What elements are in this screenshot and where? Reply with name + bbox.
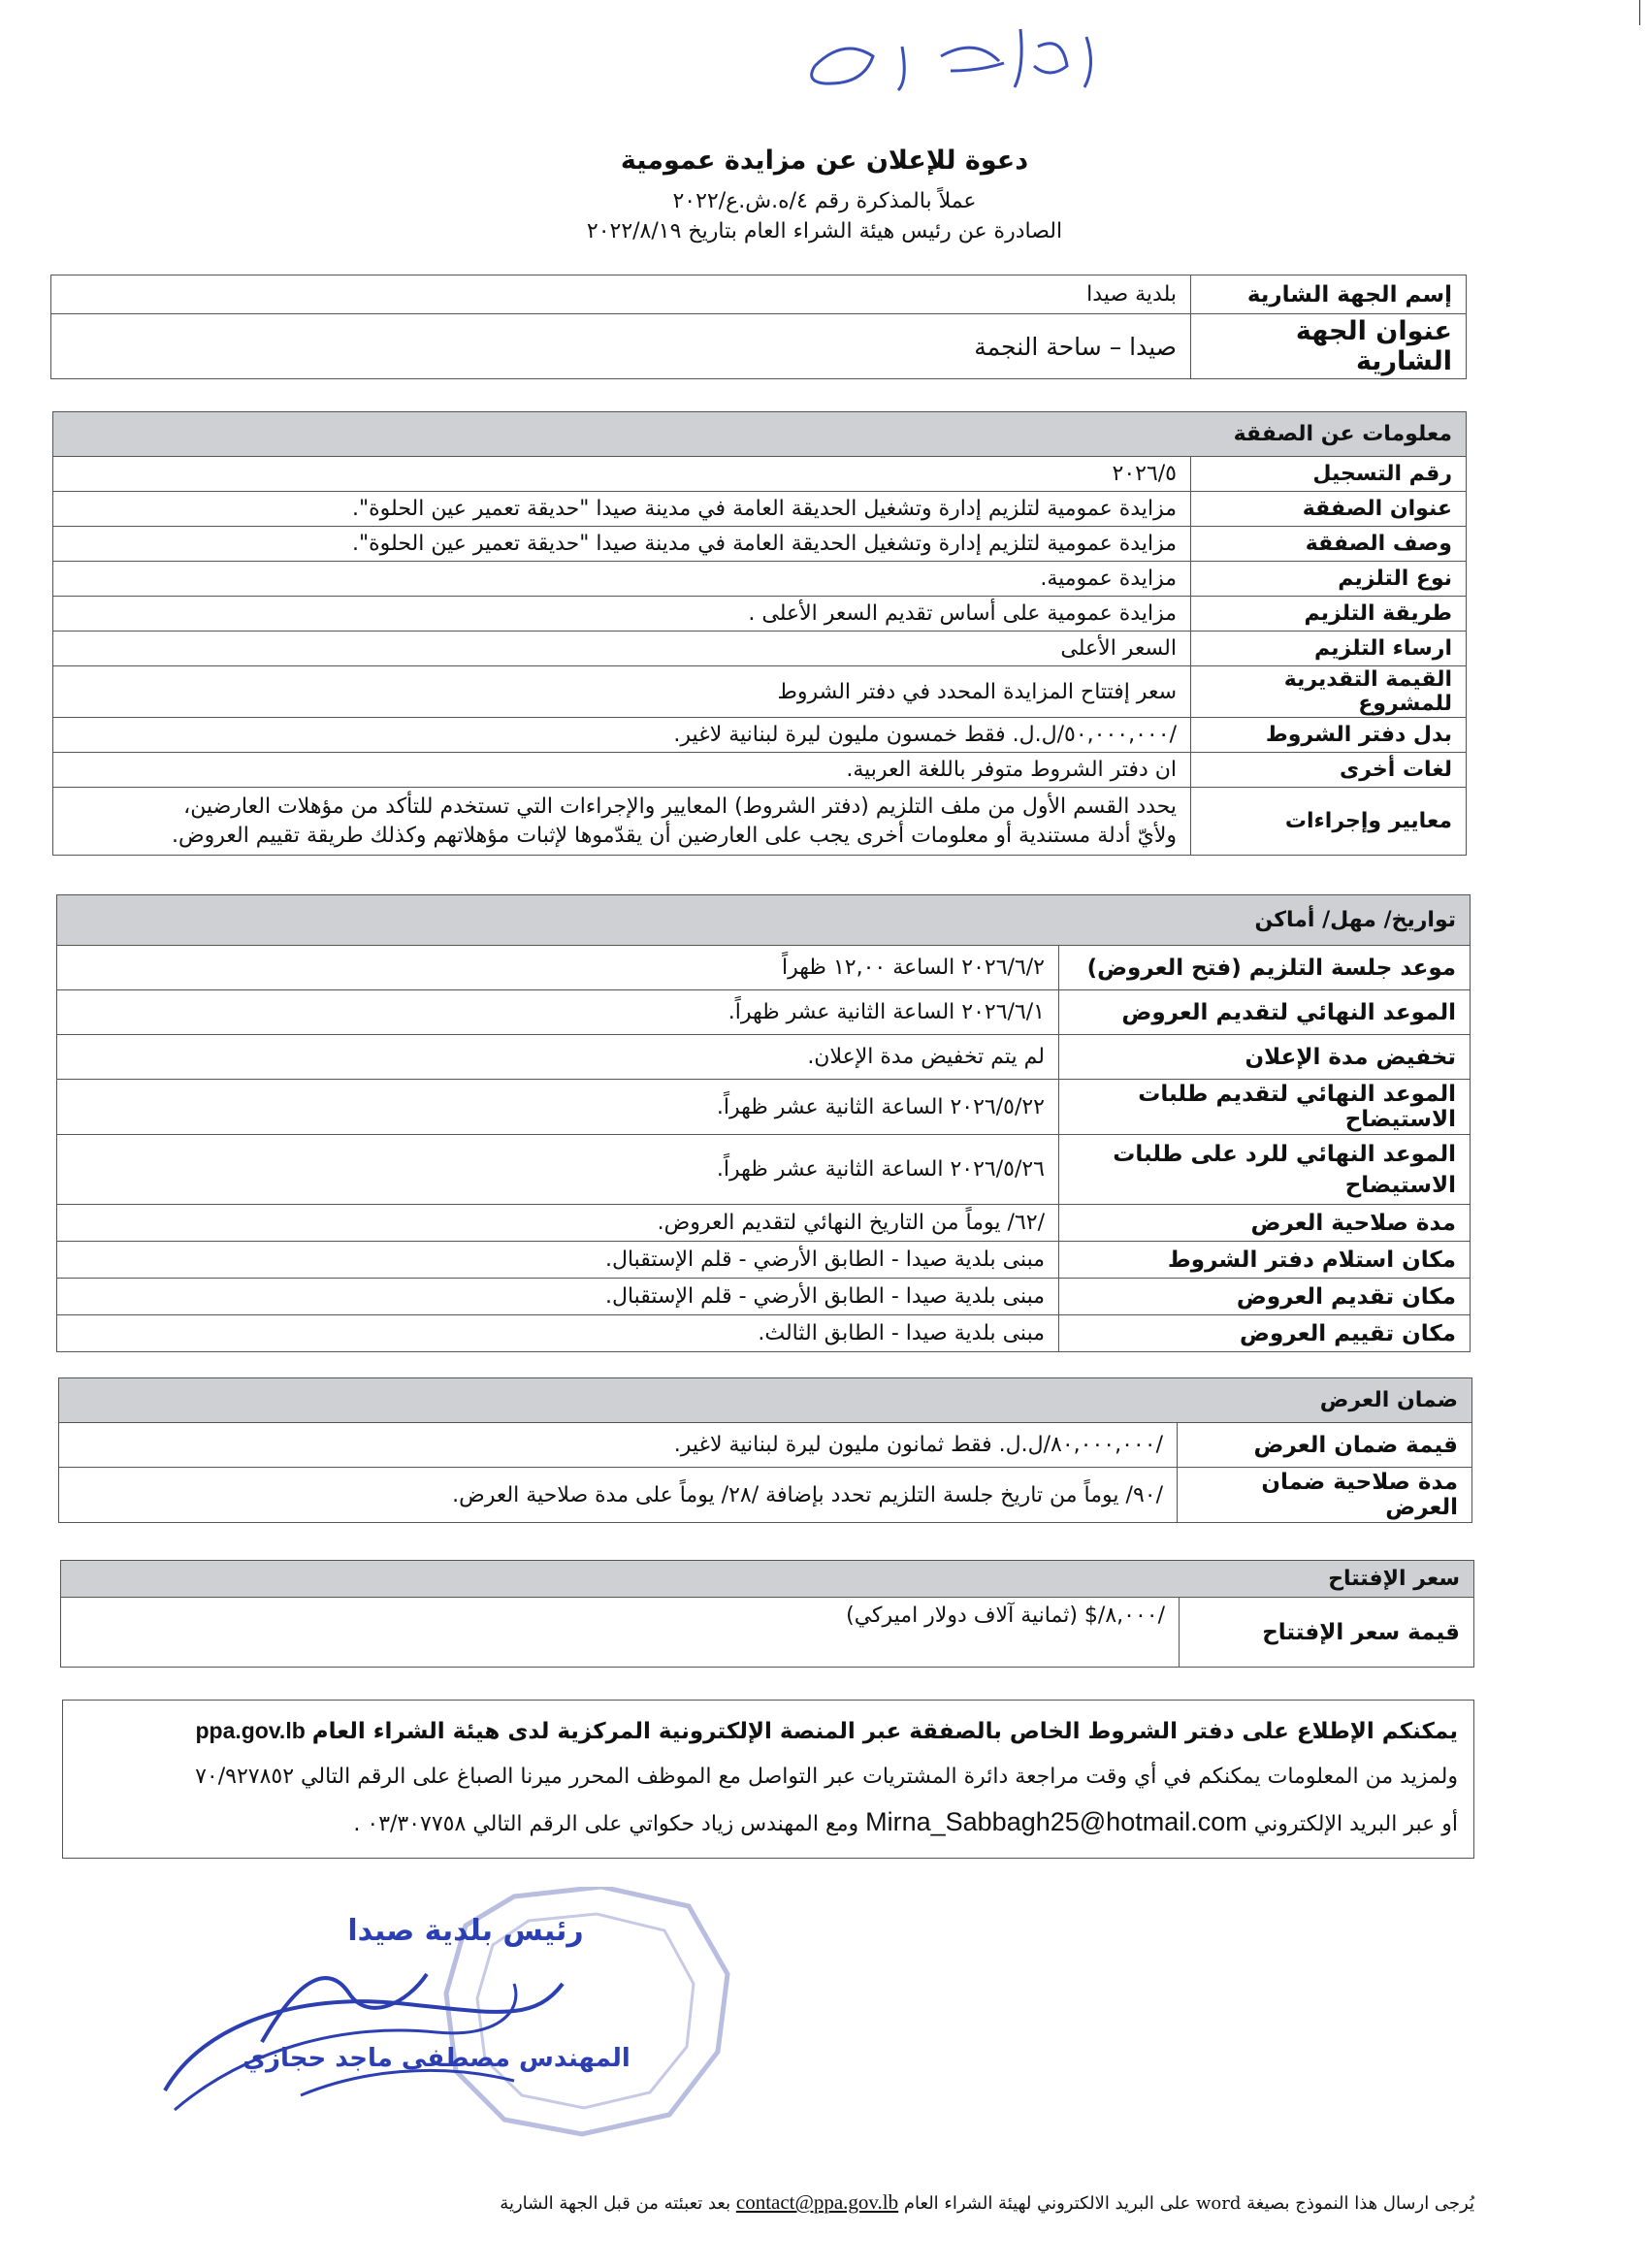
entity-name-label: إسم الجهة الشارية: [1191, 275, 1467, 314]
signature-stamp: [146, 1887, 747, 2139]
section-header: [57, 895, 1471, 946]
table-row: [57, 946, 1471, 990]
info-line-3: [79, 1799, 1458, 1847]
footer-post: بعد تعبئته من قبل الجهة الشارية: [500, 2193, 731, 2214]
section-header: [53, 412, 1467, 457]
row-label: قيمة ضمان العرض: [1178, 1423, 1472, 1468]
row-label: نوع التلزيم: [1191, 562, 1467, 597]
deal-section-title: معلومات عن الصفقة: [53, 412, 1467, 457]
row-label: مكان استلام دفتر الشروط: [1059, 1242, 1471, 1279]
table-row: [53, 666, 1467, 718]
row-label: القيمة التقديرية للمشروع: [1191, 666, 1467, 718]
row-value: /٨٠,٠٠٠,٠٠٠/ل.ل. فقط ثمانون مليون ليرة لبنانية لاغير.: [59, 1423, 1178, 1468]
row-value: ٢٠٢٦/٦/٢ الساعة ١٢,٠٠ ظهراً: [57, 946, 1059, 990]
table-row: [57, 1279, 1471, 1315]
table-row: [59, 1423, 1472, 1468]
opening-section-title: سعر الإفتتاح: [61, 1561, 1474, 1598]
row-label: طريقة التلزيم: [1191, 597, 1467, 632]
row-label: تخفيض مدة الإعلان: [1059, 1035, 1471, 1080]
label-line-2: الاستيضاح: [1344, 1172, 1456, 1198]
row-label: مكان تقديم العروض: [1059, 1279, 1471, 1315]
entity-name-value: بلدية صيدا: [51, 275, 1191, 314]
row-value: ٢٠٢٦/٥: [53, 457, 1191, 492]
row-value: مبنى بلدية صيدا - الطابق الثالث.: [57, 1315, 1059, 1352]
row-value: [53, 788, 1191, 856]
row-value: /٩٠/ يوماً من تاريخ جلسة التلزيم تحدد بإضافة /٢٨/ يوماً على مدة صلاحية العرض.: [59, 1468, 1178, 1523]
info-line-1: [79, 1708, 1458, 1755]
dates-section-title: تواريخ/ مهل/ أماكن: [57, 895, 1471, 946]
page-title: دعوة للإعلان عن مزايدة عمومية: [620, 146, 1029, 176]
row-label: قيمة سعر الإفتتاح: [1180, 1598, 1474, 1668]
row-label: رقم التسجيل: [1191, 457, 1467, 492]
deal-info-table: [52, 411, 1467, 856]
table-row: [53, 632, 1467, 666]
issuer-reference: الصادرة عن رئيس هيئة الشراء العام بتاريخ ٢٠٢٢/٨/١٩: [586, 219, 1063, 243]
row-label: الموعد النهائي لتقديم العروض: [1059, 990, 1471, 1035]
info-line-2: ولمزيد من المعلومات يمكنكم في أي وقت مراجعة دائرة المشتريات عبر التواصل مع الموظف المحرر ميرنا الصباغ على الرقم التالي ٧٠/٩٢٧٨٥٢: [195, 1765, 1458, 1789]
footer-pre: يُرجى ارسال هذا النموذج بصيغة word على البريد الالكتروني لهيئة الشراء العام: [903, 2193, 1474, 2214]
table-row: [57, 990, 1471, 1035]
info-line-1-text: يمكنكم الإطلاع على دفتر الشروط الخاص بالصفقة عبر المنصة الإلكترونية المركزية لدى هيئة الشراء العام: [311, 1719, 1458, 1744]
row-value: ٢٠٢٦/٦/١ الساعة الثانية عشر ظهراً.: [57, 990, 1059, 1035]
row-label: وصف الصفقة: [1191, 527, 1467, 562]
row-value: ان دفتر الشروط متوفر باللغة العربية.: [53, 753, 1191, 788]
row-value: لم يتم تخفيض مدة الإعلان.: [57, 1035, 1059, 1080]
row-label: موعد جلسة التلزيم (فتح العروض): [1059, 946, 1471, 990]
table-row: [57, 1315, 1471, 1352]
table-row: [53, 788, 1467, 856]
signature-title: رئيس بلدية صيدا: [347, 1914, 584, 1948]
criteria-line-2: ولأيّ أدلة مستندية أو معلومات أخرى يجب على العارضين أن يقدّموها لإثبات مؤهلاتهم وكذلك طريقة تقييم العروض.: [172, 823, 1177, 848]
entity-address-value: صيدا – ساحة النجمة: [51, 314, 1191, 379]
row-value: مزايدة عمومية.: [53, 562, 1191, 597]
row-value: ٢٠٢٦/٥/٢٢ الساعة الثانية عشر ظهراً.: [57, 1080, 1059, 1135]
footer-note: [0, 2190, 1474, 2215]
ppa-site-link[interactable]: ppa.gov.lb: [195, 1718, 306, 1743]
row-value: مزايدة عمومية على أساس تقديم السعر الأعلى .: [53, 597, 1191, 632]
row-label: بدل دفتر الشروط: [1191, 718, 1467, 753]
opening-price-table: [60, 1560, 1474, 1668]
info-line-3-pre: أو عبر البريد الإلكتروني: [1253, 1812, 1458, 1836]
table-row: [53, 562, 1467, 597]
table-row: [53, 753, 1467, 788]
contact-email-link[interactable]: Mirna_Sabbagh25@hotmail.com: [865, 1807, 1247, 1836]
row-value: سعر إفتتاح المزايدة المحدد في دفتر الشروط: [53, 666, 1191, 718]
table-row: [51, 275, 1467, 314]
table-row: [53, 457, 1467, 492]
table-row: [53, 492, 1467, 527]
row-value: /٨,٠٠٠/$ (ثمانية آلاف دولار اميركي): [61, 1598, 1180, 1668]
page-edge-mark: [1639, 0, 1640, 25]
entity-table: [50, 275, 1467, 379]
footer-email-link[interactable]: contact@ppa.gov.lb: [735, 2190, 899, 2214]
table-row: [57, 1035, 1471, 1080]
section-header: [61, 1561, 1474, 1598]
table-row: [57, 1080, 1471, 1135]
guarantee-section-title: ضمان العرض: [59, 1378, 1472, 1423]
row-label: مدة صلاحية العرض: [1059, 1205, 1471, 1242]
table-row: [57, 1135, 1471, 1205]
info-line-3-post: ومع المهندس زياد حكواتي على الرقم التالي ٠٣/٣٠٧٧٥٨ .: [353, 1812, 859, 1836]
contact-info-box: [62, 1700, 1474, 1859]
guarantee-table: [58, 1377, 1472, 1523]
section-header: [59, 1378, 1472, 1423]
row-value: مبنى بلدية صيدا - الطابق الأرضي - قلم الإستقبال.: [57, 1242, 1059, 1279]
row-label: الموعد النهائي لتقديم طلبات الاستيضاح: [1059, 1080, 1471, 1135]
table-row: [51, 314, 1467, 379]
table-row: [53, 597, 1467, 632]
row-value: ٢٠٢٦/٥/٢٦ الساعة الثانية عشر ظهراً.: [57, 1135, 1059, 1205]
row-value: مزايدة عمومية لتلزيم إدارة وتشغيل الحديقة العامة في مدينة صيدا "حديقة تعمير عين الحلوة".: [53, 492, 1191, 527]
entity-address-label: عنوان الجهة الشارية: [1191, 314, 1467, 379]
table-row: [57, 1205, 1471, 1242]
table-row: [53, 527, 1467, 562]
row-value: /٦٢/ يوماً من التاريخ النهائي لتقديم العروض.: [57, 1205, 1059, 1242]
row-label: معايير وإجراءات: [1191, 788, 1467, 856]
row-label: مدة صلاحية ضمان العرض: [1178, 1468, 1472, 1523]
row-value: مبنى بلدية صيدا - الطابق الأرضي - قلم الإستقبال.: [57, 1279, 1059, 1315]
criteria-line-1: يحدد القسم الأول من ملف التلزيم (دفتر الشروط) المعايير والإجراءات التي تستخدم للتأكد من مؤهلات العارضين،: [183, 794, 1177, 819]
label-line-1: الموعد النهائي للرد على طلبات: [1113, 1141, 1456, 1167]
signature-name: المهندس مصطفى ماجد حجازي: [242, 2044, 630, 2073]
row-label: [1059, 1135, 1471, 1205]
row-value: مزايدة عمومية لتلزيم إدارة وتشغيل الحديقة العامة في مدينة صيدا "حديقة تعمير عين الحلوة".: [53, 527, 1191, 562]
row-label: عنوان الصفقة: [1191, 492, 1467, 527]
row-value: /٥٠,٠٠٠,٠٠٠/ل.ل. فقط خمسون مليون ليرة لبنانية لاغير.: [53, 718, 1191, 753]
table-row: [53, 718, 1467, 753]
memo-reference: عملاً بالمذكرة رقم ٤/ه.ش.ع/٢٠٢٢: [672, 189, 977, 213]
handwritten-note: [795, 17, 1125, 105]
row-label: ارساء التلزيم: [1191, 632, 1467, 666]
row-label: مكان تقييم العروض: [1059, 1315, 1471, 1352]
row-value: السعر الأعلى: [53, 632, 1191, 666]
table-row: [59, 1468, 1472, 1523]
row-label: لغات أخرى: [1191, 753, 1467, 788]
table-row: [61, 1598, 1474, 1668]
dates-table: [56, 894, 1471, 1352]
table-row: [57, 1242, 1471, 1279]
